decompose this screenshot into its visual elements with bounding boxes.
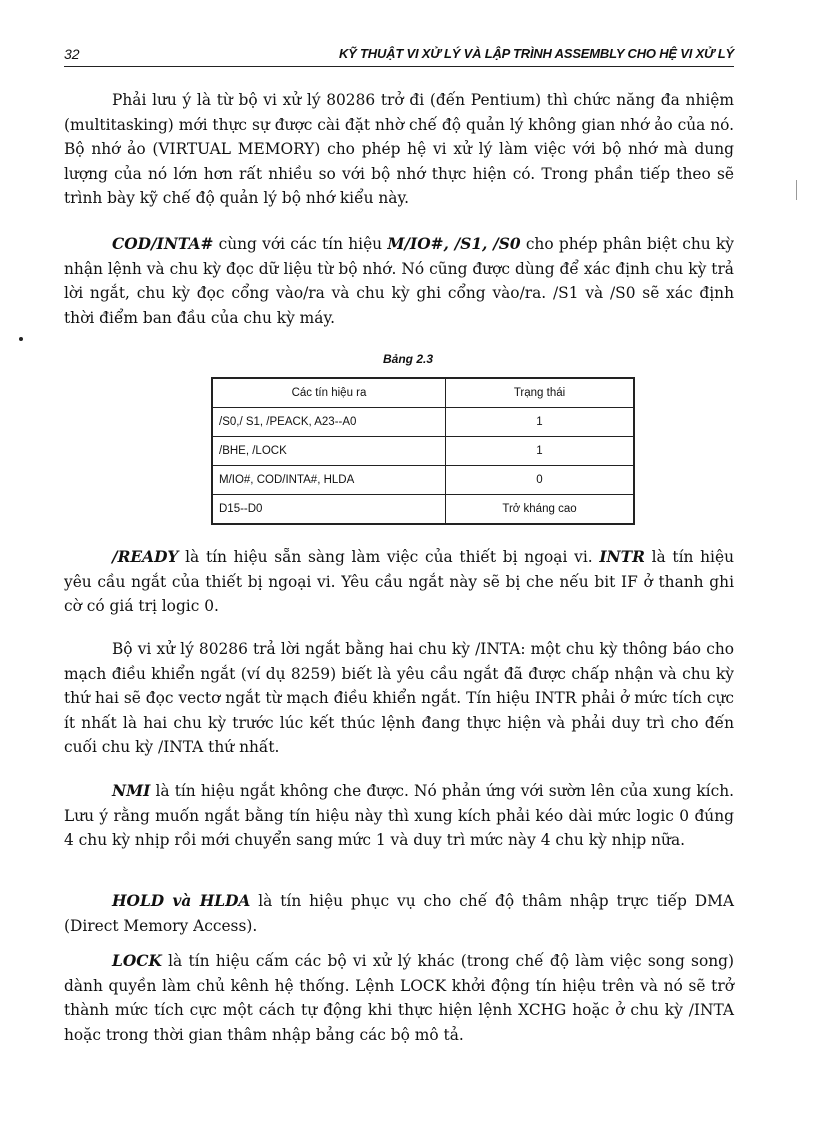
table-cell-signal: D15--D0	[212, 495, 446, 525]
paragraph-hold-hlda	[64, 889, 734, 938]
term-intr: INTR	[599, 548, 645, 566]
paragraph-inta-cycles: Bộ vi xử lý 80286 trả lời ngắt bằng hai chu kỳ /INTA: một chu kỳ thông báo cho mạch điều khiển ngắt (ví dụ 8259) biết là yêu cầu ngắt đã được chấp nhận và chu kỳ thứ hai sẽ đọc vectơ ngắt từ mạch điều khiển ngắt. Tín hiệu INTR phải ở mức tích cực ít nhất là hai chu kỳ trước lúc kết thúc lệnh đang thực hiện và phải duy trì cho đến cuối chu kỳ /INTA thứ nhất.	[64, 640, 734, 757]
term-lock: LOCK	[112, 952, 162, 970]
page-number: 32	[64, 46, 80, 62]
table-cell-state: Trở kháng cao	[446, 495, 635, 525]
term-mio-s1-s0: M/IO#, /S1, /S0	[387, 235, 521, 253]
table-header-signals: Các tín hiệu ra	[212, 378, 446, 408]
paragraph-lock	[64, 949, 734, 1047]
text-nmi: là tín hiệu ngắt không che được. Nó phản ứng với sườn lên của xung kích. Lưu ý rằng muốn ngắt bằng tín hiệu này thì xung kích phải kéo dài mức logic 0 đúng 4 chu kỳ nhịp rồi mới chuyển sang mức 1 và duy trì mức này 4 chu kỳ nhịp nữa.	[64, 782, 734, 850]
table-cell-signal: /S0,/ S1, /PEACK, A23--A0	[212, 408, 446, 437]
text-ready-2: là tín hiệu yêu cầu ngắt của thiết bị ngoại vi. Yêu cầu ngắt này sẽ bị che nếu bit IF ở thanh ghi cờ có giá trị logic 0.	[64, 548, 734, 616]
paragraph-cod-inta	[64, 232, 734, 330]
table-header-state: Trạng thái	[446, 378, 635, 408]
table-row	[212, 495, 634, 525]
table-cell-state: 1	[446, 437, 635, 466]
paragraph-ready-intr	[64, 545, 734, 619]
term-nmi: NMI	[112, 782, 151, 800]
text-lock: là tín hiệu cấm các bộ vi xử lý khác (trong chế độ làm việc song song) dành quyền làm chủ kênh hệ thống. Lệnh LOCK khởi động tín hiệu trên và nó sẽ trở thành mức tích cực một cách tự động khi thực hiện lệnh XCHG hoặc ở chu kỳ /INTA hoặc trong thời gian thâm nhập bảng các bộ mô tả.	[64, 952, 734, 1044]
table-header-row	[212, 378, 634, 408]
margin-dot	[19, 337, 23, 341]
table-row	[212, 408, 634, 437]
table-row	[212, 437, 634, 466]
text-hold-hlda: là tín hiệu phục vụ cho chế độ thâm nhập trực tiếp DMA (Direct Memory Access).	[64, 892, 734, 935]
signal-table	[211, 377, 635, 525]
page-header	[64, 44, 734, 67]
term-hold-hlda: HOLD và HLDA	[112, 892, 251, 910]
text-cod-inta-1: cùng với các tín hiệu	[213, 235, 388, 253]
term-ready: /READY	[112, 548, 179, 566]
table-cell-state: 0	[446, 466, 635, 495]
table-cell-state: 1	[446, 408, 635, 437]
term-cod-inta: COD/INTA#	[112, 235, 214, 253]
table-cell-signal: /BHE, /LOCK	[212, 437, 446, 466]
text-cod-inta-2: cho phép phân biệt chu kỳ nhận lệnh và chu kỳ đọc dữ liệu từ bộ nhớ. Nó cũng được dùng để xác định chu kỳ trả lời ngắt, chu kỳ đọc cổng vào/ra và chu kỳ ghi cổng vào/ra. /S1 và /S0 sẽ xác định thời điểm ban đầu của chu kỳ máy.	[64, 235, 734, 327]
table-cell-signal: M/IO#, COD/INTA#, HLDA	[212, 466, 446, 495]
paragraph-virtual-memory: Phải lưu ý là từ bộ vi xử lý 80286 trở đi (đến Pentium) thì chức năng đa nhiệm (multitasking) mới thực sự được cài đặt nhờ chế độ quản lý không gian nhớ ảo của nó. Bộ nhớ ảo (VIRTUAL MEMORY) cho phép hệ vi xử lý làm việc với bộ nhớ mà dung lượng của nó lớn hơn rất nhiều so với bộ nhớ thực hiện có. Trong phần tiếp theo sẽ trình bày kỹ chế độ quản lý bộ nhớ kiểu này.	[64, 91, 734, 208]
running-title: KỸ THUẬT VI XỬ LÝ VÀ LẬP TRÌNH ASSEMBLY CHO HỆ VI XỬ LÝ	[338, 46, 734, 61]
table-caption: Bảng 2.3	[382, 352, 433, 366]
text-ready-1: là tín hiệu sẵn sàng làm việc của thiết bị ngoại vi.	[178, 548, 600, 566]
table-row	[212, 466, 634, 495]
paragraph-nmi	[64, 779, 734, 853]
margin-mark	[796, 180, 797, 200]
